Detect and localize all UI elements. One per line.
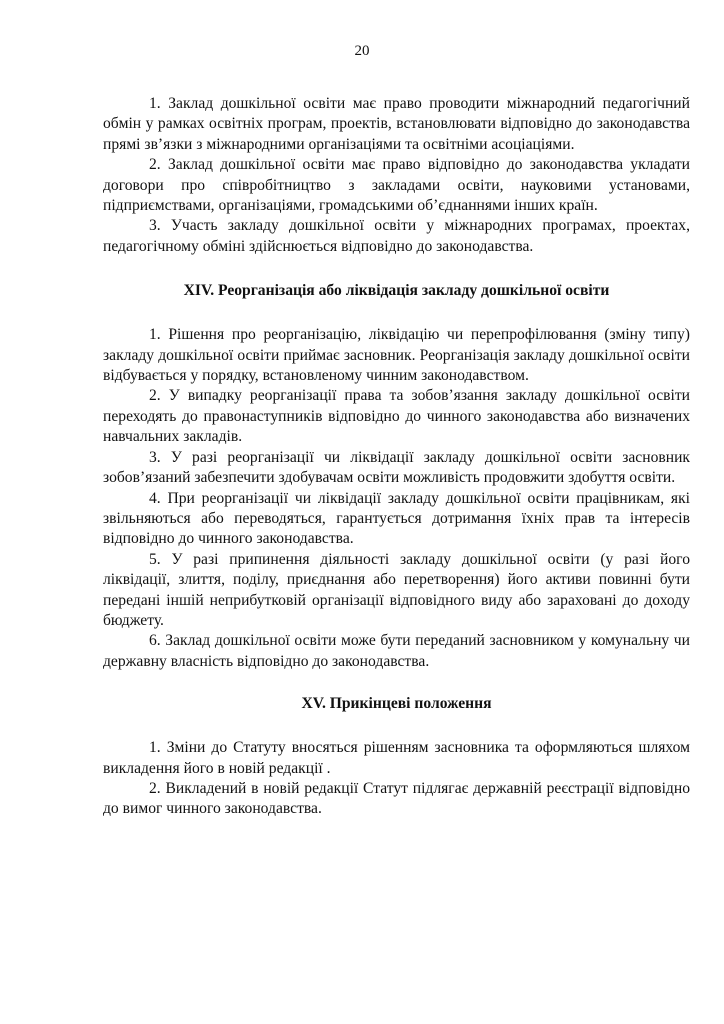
document-body (103, 94, 690, 820)
section-heading-xiv: XIV. Реорганізація або ліквідація закладу дошкільної освіти (183, 282, 610, 300)
paragraph-xv-1: 1. Зміни до Статуту вносяться рішенням засновника та оформляються шляхом викладення його в новій редакції . (103, 739, 690, 777)
paragraph-xiv-3: 3. У разі реорганізації чи ліквідації закладу дошкільної освіти засновник зобов’язаний забезпечити здобувачам освіти можливість продовжити здобуття освіти. (103, 448, 690, 487)
paragraph-xiv-2: 2. У випадку реорганізації права та зобов’язання закладу дошкільної освіти переходять до правонаступників відповідно до чинного законодавства або визначених навчальних закладів. (103, 387, 690, 446)
paragraph-intro-2: 2. Заклад дошкільної освіти має право відповідно до законодавства укладати договори про співробітництво з закладами освіти, науковими установами, підприємствами, організаціями, громадськими об’єднаннями інших країн. (103, 156, 690, 215)
paragraph-xiv-1: 1. Рішення про реорганізацію, ліквідацію чи перепрофілювання (зміну типу) закладу дошкільної освіти приймає засновник. Реорганізація закладу дошкільної освіти відбувається у порядку, встановленому чинним законодавством. (103, 326, 690, 385)
paragraph-xiv-6: 6. Заклад дошкільної освіти може бути переданий засновником у комунальну чи державну власність відповідно до законодавства. (103, 632, 690, 670)
section-heading-xv: XV. Прикінцеві положення (301, 695, 492, 713)
paragraph-xiv-5: 5. У разі припинення діяльності закладу дошкільної освіти (у разі його ліквідації, злиття, поділу, приєднання або перетворення) його активи повинні бути передані іншій неприбутковій організації відповідного виду або зараховані до доходу бюджету. (103, 550, 690, 629)
paragraph-intro-3: 3. Участь закладу дошкільної освіти у міжнародних програмах, проектах, педагогічному обміні здійснюється відповідно до законодавства. (103, 217, 690, 255)
paragraph-xiv-4: 4. При реорганізації чи ліквідації закладу дошкільної освіти працівникам, які звільняються або переводяться, гарантується дотримання їхніх прав та інтересів відповідно до чинного законодавства. (103, 489, 690, 548)
paragraph-xv-2: 2. Викладений в новій редакції Статут підлягає державній реєстрації відповідно до вимог чинного законодавства. (103, 779, 690, 818)
page-number: 20 (354, 43, 370, 59)
paragraph-intro-1: 1. Заклад дошкільної освіти має право проводити міжнародний педагогічний обмін у рамках освітніх програм, проектів, встановлювати відповідно до законодавства прямі зв’язки з міжнародними організаціями та освітніми асоціаціями. (103, 95, 690, 153)
